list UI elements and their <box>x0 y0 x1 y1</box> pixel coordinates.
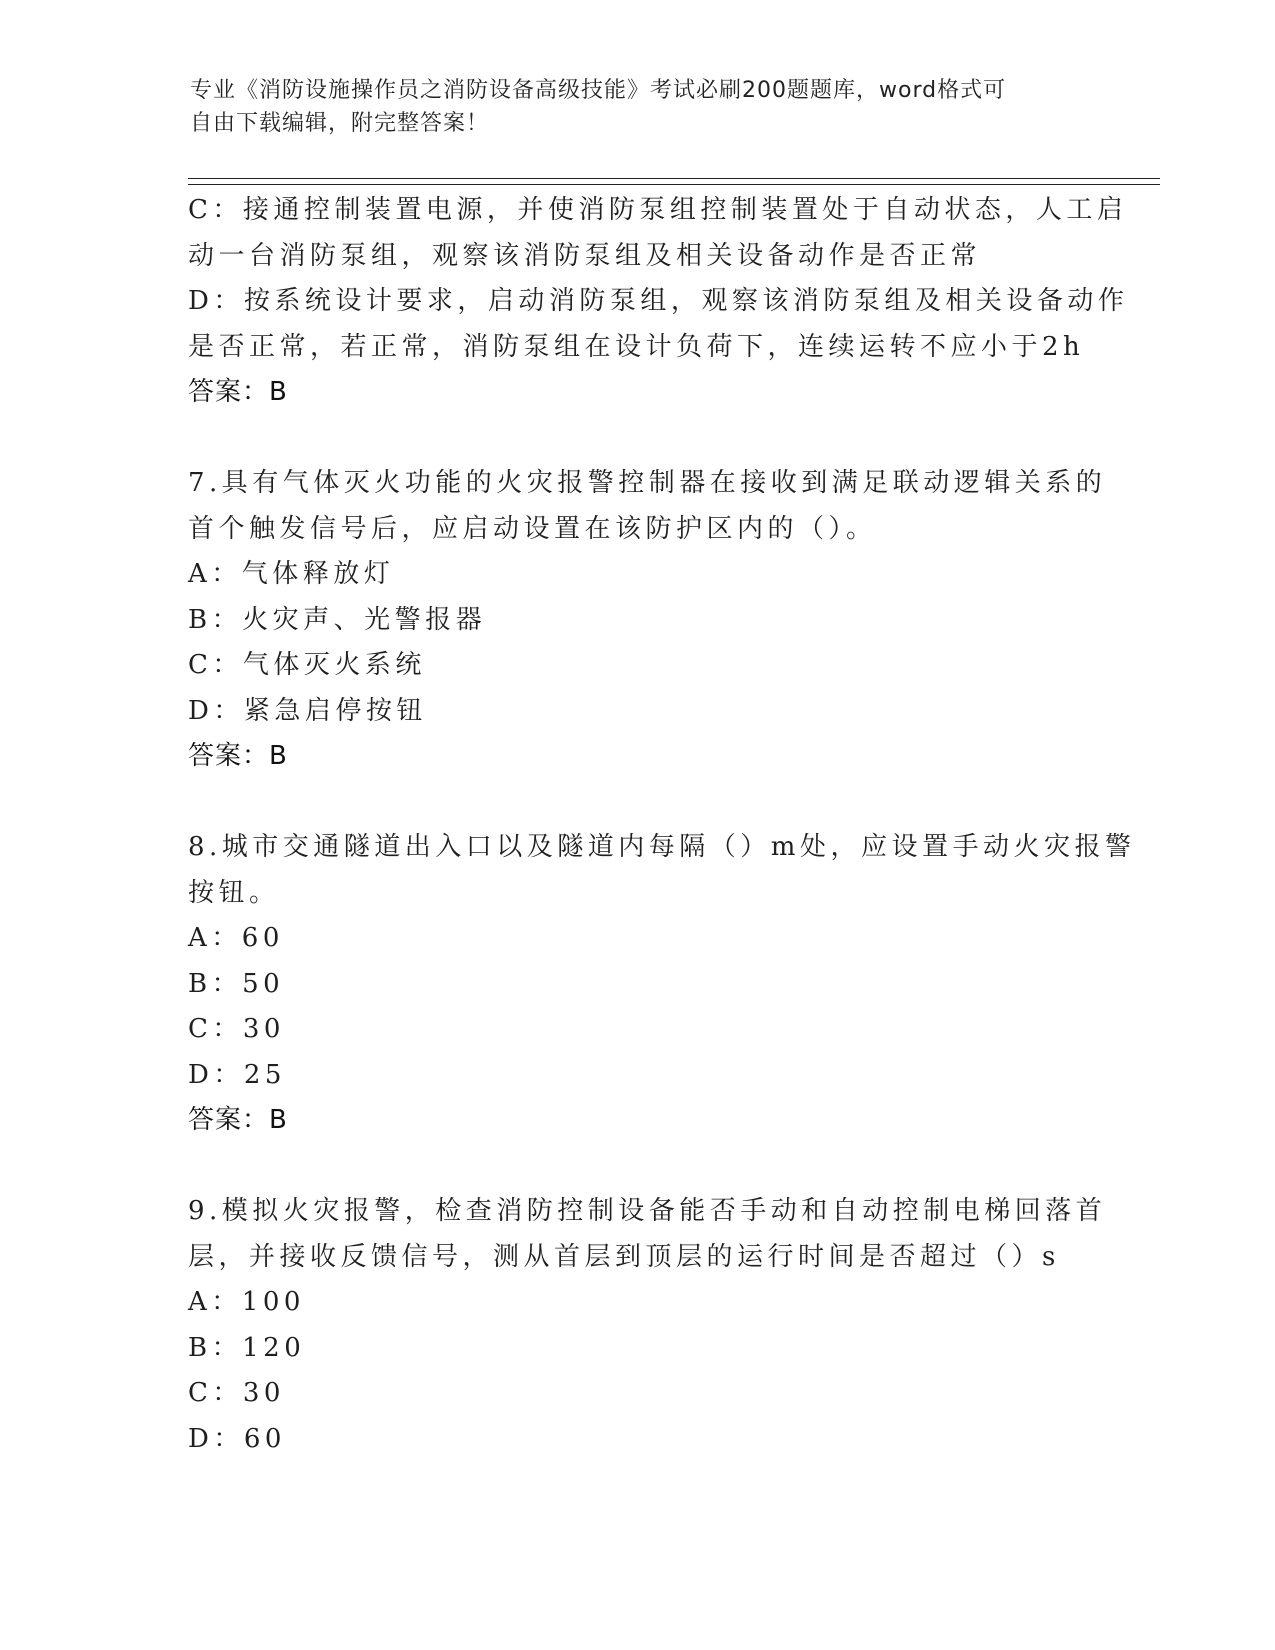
option-d: D：25 <box>188 1059 286 1090</box>
option-a: A：60 <box>188 923 284 953</box>
previous-question-continuation <box>188 188 1129 416</box>
question-8 <box>188 825 1136 1144</box>
question-spacer <box>188 416 1108 462</box>
option-d-line-1: D：按系统设计要求，启动消防泵组，观察该消防泵组及相关设备动作 <box>188 286 1129 316</box>
answer-line: 答案：B <box>188 741 288 771</box>
header-title-line-2: 自由下载编辑，附完整答案！ <box>190 111 490 136</box>
page-header <box>190 74 1090 140</box>
header-rule-top <box>188 178 1160 179</box>
option-d: D：60 <box>188 1423 286 1454</box>
question-stem-line-2: 首个触发信号后，应启动设置在该防护区内的（）。 <box>188 513 877 544</box>
question-7 <box>188 461 1108 780</box>
option-c: C：30 <box>188 1014 285 1044</box>
question-spacer <box>188 780 1108 826</box>
question-stem-line-1: 9.模拟火灾报警，检查消防控制设备能否手动和自动控制电梯回落首 <box>188 1196 1107 1226</box>
question-stem-line-1: 8.城市交通隧道出入口以及隧道内每隔（）m处，应设置手动火灾报警 <box>188 832 1136 862</box>
option-c: C：30 <box>188 1378 285 1408</box>
option-c-line-1: C：接通控制装置电源，并使消防泵组控制装置处于自动状态，人工启 <box>188 195 1128 225</box>
option-b: B：火灾声、光警报器 <box>188 604 487 635</box>
header-title-line-1: 专业《消防设施操作员之消防设备高级技能》考试必刷200题题库，word格式可 <box>190 78 1007 103</box>
answer-line: 答案：B <box>188 1105 288 1135</box>
option-b: B：50 <box>188 968 285 999</box>
option-c: C：气体灭火系统 <box>188 650 426 680</box>
option-c-line-2: 动一台消防泵组，观察该消防泵组及相关设备动作是否正常 <box>188 240 982 271</box>
option-a: A：100 <box>188 1287 305 1317</box>
question-stem-line-1: 7.具有气体灭火功能的火灾报警控制器在接收到满足联动逻辑关系的 <box>188 468 1107 498</box>
header-rule-bottom <box>188 184 1160 185</box>
question-content <box>188 188 1136 1462</box>
answer-line: 答案：B <box>188 377 288 407</box>
question-spacer <box>188 1144 1108 1190</box>
question-stem-line-2: 按钮。 <box>188 877 280 908</box>
option-d-line-2: 是否正常，若正常，消防泵组在设计负荷下，连续运转不应小于2h <box>188 331 1085 362</box>
option-b: B：120 <box>188 1332 306 1363</box>
question-stem-line-2: 层，并接收反馈信号，测从首层到顶层的运行时间是否超过（）s <box>188 1241 1060 1272</box>
option-d: D：紧急启停按钮 <box>188 695 427 726</box>
option-a: A：气体释放灯 <box>188 559 395 589</box>
question-9 <box>188 1189 1108 1462</box>
